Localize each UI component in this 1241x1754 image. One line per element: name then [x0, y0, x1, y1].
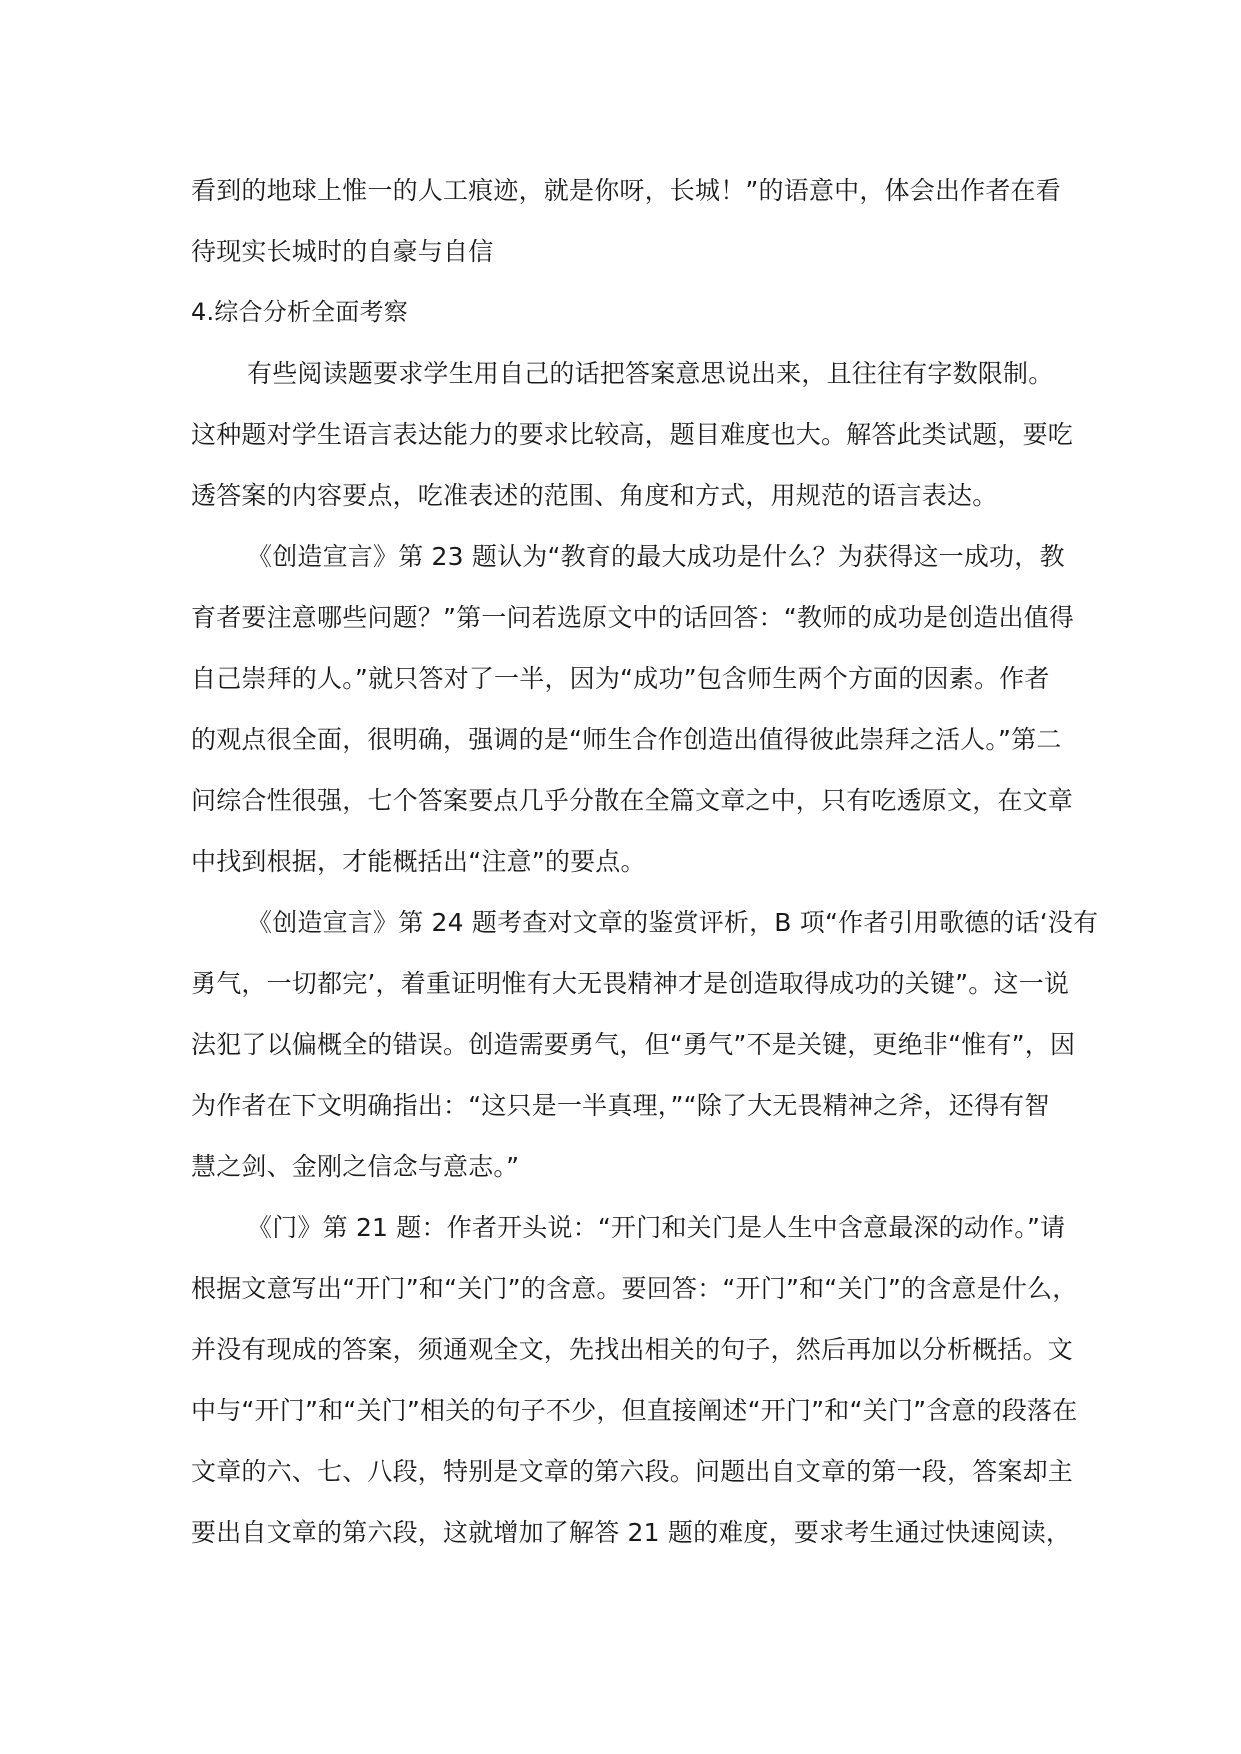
text-line: 待现实长城时的自豪与自信: [191, 237, 494, 266]
text-line: 勇气，一切都完’，着重证明惟有大无畏精神才是创造取得成功的关键”。这一说: [191, 969, 1070, 998]
text-line: 问综合性很强，七个答案要点几乎分散在全篇文章之中，只有吃透原文，在文章: [191, 786, 1074, 815]
text-line: 并没有现成的答案，须通观全文，先找出相关的句子，然后再加以分析概括。文: [191, 1335, 1074, 1364]
text-line: 这种题对学生语言表达能力的要求比较高，题目难度也大。解答此类试题，要吃: [191, 420, 1074, 449]
paragraph-first-line: 《创造宣言》第 24 题考查对文章的鉴赏评析，B 项“作者引用歌德的话‘没有: [247, 908, 1099, 937]
text-line: 自己崇拜的人。”就只答对了一半，因为“成功”包含师生两个方面的因素。作者: [191, 664, 1050, 693]
paragraph-first-line: 《创造宣言》第 23 题认为“教育的最大成功是什么？为获得这一成功，教: [247, 542, 1065, 571]
text-line: 透答案的内容要点，吃准表述的范围、角度和方式，用规范的语言表达。: [191, 481, 998, 510]
text-line: 中与“开门”和“关门”相关的句子不少，但直接阐述“开门”和“关门”含意的段落在: [191, 1396, 1078, 1425]
text-line: 文章的六、七、八段，特别是文章的第六段。问题出自文章的第一段，答案却主: [191, 1457, 1074, 1486]
section-heading: 4.综合分析全面考察: [191, 298, 408, 326]
text-line: 看到的地球上惟一的人工痕迹，就是你呀，长城！”的语意中，体会出作者在看: [191, 176, 1061, 205]
text-line: 慧之剑、金刚之信念与意志。”: [191, 1152, 520, 1181]
paragraph-first-line: 《门》第 21 题：作者开头说：“开门和关门是人生中含意最深的动作。”请: [247, 1213, 1066, 1242]
text-line: 的观点很全面，很明确，强调的是“师生合作创造出值得彼此崇拜之活人。”第二: [191, 725, 1062, 754]
paragraph-first-line: 有些阅读题要求学生用自己的话把答案意思说出来，且往往有字数限制。: [247, 359, 1054, 388]
text-line: 法犯了以偏概全的错误。创造需要勇气，但“勇气”不是关键，更绝非“惟有”，因: [191, 1030, 1076, 1059]
text-line: 育者要注意哪些问题？”第一问若选原文中的话回答：“教师的成功是创造出值得: [191, 603, 1075, 632]
text-line: 要出自文章的第六段，这就增加了解答 21 题的难度，要求考生通过快速阅读，: [191, 1518, 1072, 1547]
text-line: 根据文意写出“开门”和“关门”的含意。要回答：“开门”和“关门”的含意是什么，: [191, 1274, 1078, 1303]
document-page: [191, 160, 1099, 1563]
text-line: 为作者在下文明确指出：“这只是一半真理，”“除了大无畏精神之斧，还得有智: [191, 1091, 1050, 1120]
text-line: 中找到根据，才能概括出“注意”的要点。: [191, 847, 646, 876]
